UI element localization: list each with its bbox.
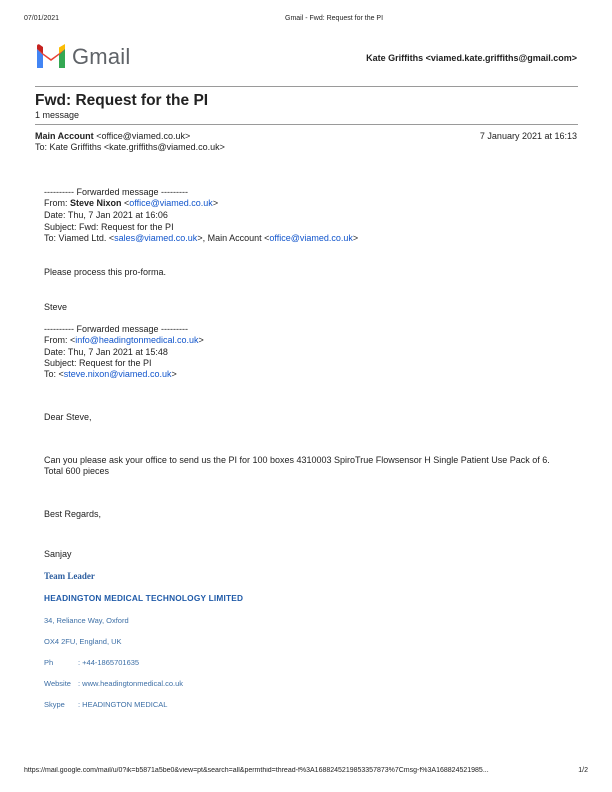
- forward-separator: ---------- Forwarded message ---------: [44, 187, 188, 197]
- message-count: 1 message: [35, 110, 80, 120]
- email-link[interactable]: office@viamed.co.uk: [129, 198, 213, 208]
- divider: [35, 124, 578, 125]
- divider: [35, 86, 578, 87]
- sender-name: Main Account: [35, 131, 94, 141]
- print-page-number: 1/2: [578, 767, 588, 774]
- print-date: 07/01/2021: [24, 15, 60, 22]
- signature-address: 34, Reliance Way, Oxford: [44, 616, 129, 625]
- email-link[interactable]: steve.nixon@viamed.co.uk: [63, 369, 172, 379]
- message-recipients: To: Kate Griffiths <kate.griffiths@viamed.co.uk>: [35, 142, 225, 152]
- forward-to: To: <steve.nixon@viamed.co.uk>: [44, 369, 177, 379]
- signature-website[interactable]: : www.headingtonmedical.co.uk: [78, 679, 184, 688]
- body-text: Please process this pro-forma.: [44, 267, 167, 277]
- signature-website-label: Website: [44, 679, 71, 688]
- signature-company: HEADINGTON MEDICAL TECHNOLOGY LIMITED: [44, 593, 244, 603]
- message-sender: [35, 131, 190, 141]
- forward-separator: ---------- Forwarded message ---------: [44, 324, 188, 334]
- forward-subject: Subject: Request for the PI: [44, 358, 152, 368]
- signature-skype: : HEADINGTON MEDICAL: [78, 700, 168, 709]
- forward-date: Date: Thu, 7 Jan 2021 at 15:48: [44, 347, 168, 357]
- forward-from-name: Steve Nixon: [70, 198, 122, 208]
- signature-phone: : +44-1865701635: [78, 658, 140, 667]
- email-link[interactable]: office@viamed.co.uk: [269, 233, 353, 243]
- signature-phone-label: Ph: [44, 658, 54, 667]
- gmail-logo-icon: [35, 44, 67, 68]
- body-greeting: Dear Steve,: [44, 412, 92, 422]
- print-url: https://mail.google.com/mail/u/0?ik=b5871a5be0&view=pt&search=all&permthid=thread-f%3A1688245219853357873%7Cmsg-f%3A168824521985...: [24, 767, 489, 774]
- body-regards: Best Regards,: [44, 509, 102, 519]
- forward-date: Date: Thu, 7 Jan 2021 at 16:06: [44, 210, 168, 220]
- email-link[interactable]: info@headingtonmedical.co.uk: [75, 335, 199, 345]
- signature-address: OX4 2FU, England, UK: [44, 637, 122, 646]
- forward-to: To: Viamed Ltd. <sales@viamed.co.uk>, Main Account <office@viamed.co.uk>: [44, 233, 359, 243]
- email-link[interactable]: sales@viamed.co.uk: [114, 233, 198, 243]
- forward-from: From: <info@headingtonmedical.co.uk>: [44, 335, 204, 345]
- thread-subject: Fwd: Request for the PI: [35, 92, 209, 109]
- forward-subject: Subject: Fwd: Request for the PI: [44, 222, 174, 232]
- body-request: Can you please ask your office to send us the PI for 100 boxes 4310003 SpiroTrue Flowsensor H Single Patient Use Pack of 6. Total 600 pieces: [44, 455, 550, 476]
- forward-from: From: Steve Nixon <office@viamed.co.uk>: [44, 198, 219, 208]
- gmail-wordmark: Gmail: [72, 44, 131, 69]
- body-name: Sanjay: [44, 549, 72, 559]
- message-timestamp: 7 January 2021 at 16:13: [479, 131, 577, 141]
- body-signoff: Steve: [44, 302, 68, 312]
- account-label: Kate Griffiths <viamed.kate.griffiths@gmail.com>: [366, 53, 577, 63]
- signature-skype-label: Skype: [44, 700, 65, 709]
- signature-role: Team Leader: [44, 571, 95, 581]
- sender-email: <office@viamed.co.uk>: [96, 131, 191, 141]
- print-title: Gmail - Fwd: Request for the PI: [285, 15, 384, 22]
